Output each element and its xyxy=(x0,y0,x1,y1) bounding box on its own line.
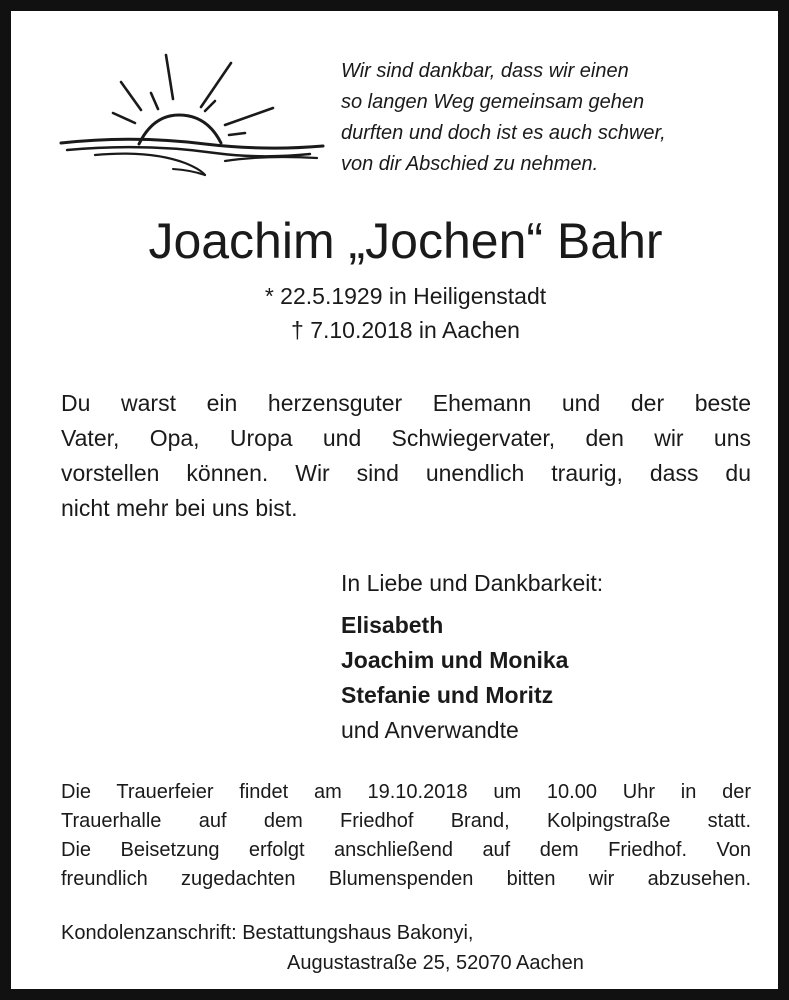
signer-name: Stefanie und Moritz xyxy=(341,682,554,708)
condolence-address xyxy=(61,918,751,978)
deceased-name: Joachim „Jochen“ Bahr xyxy=(148,213,663,269)
signer-name: Elisabeth xyxy=(341,612,444,638)
birth-date: * 22.5.1929 in Heiligenstadt xyxy=(264,283,547,309)
signers-block xyxy=(341,566,761,748)
tribute-line: vorstellen können. Wir sind unendlich traurig, dass du xyxy=(61,460,751,486)
ceremony-line: Die Beisetzung erfolgt anschließend auf dem Friedhof. Von xyxy=(61,839,751,861)
ceremony-line: Die Trauerfeier findet am 19.10.2018 um 10.00 Uhr in der xyxy=(61,781,751,803)
sunset-icon xyxy=(55,51,330,181)
tribute-line: nicht mehr bei uns bist. xyxy=(61,495,298,521)
ceremony-info xyxy=(61,778,751,894)
signers-relatives: und Anverwandte xyxy=(341,717,519,743)
motto-line: so langen Weg gemeinsam gehen xyxy=(341,91,645,113)
motto-line: von dir Abschied zu nehmen. xyxy=(341,153,599,175)
condolence-line-2: Augustastraße 25, 52070 Aachen xyxy=(287,952,584,974)
life-dates xyxy=(11,279,789,347)
tribute-text xyxy=(61,386,751,526)
signer-name: Joachim und Monika xyxy=(341,647,569,673)
signers-intro: In Liebe und Dankbarkeit: xyxy=(341,570,604,596)
tribute-line: Vater, Opa, Uropa und Schwiegervater, den wir uns xyxy=(61,425,751,451)
ceremony-line: Trauerhalle auf dem Friedhof Brand, Kolpingstraße statt. xyxy=(61,810,751,832)
condolence-line-1: Kondolenzanschrift: Bestattungshaus Bakonyi, xyxy=(61,922,474,944)
motto-verse xyxy=(341,56,761,180)
motto-line: Wir sind dankbar, dass wir einen xyxy=(341,60,629,82)
tribute-line: Du warst ein herzensguter Ehemann und der beste xyxy=(61,390,751,416)
motto-line: durften und doch ist es auch schwer, xyxy=(341,122,666,144)
ceremony-line: freundlich zugedachten Blumenspenden bitten wir abzusehen. xyxy=(61,868,751,890)
death-date: † 7.10.2018 in Aachen xyxy=(291,317,520,343)
